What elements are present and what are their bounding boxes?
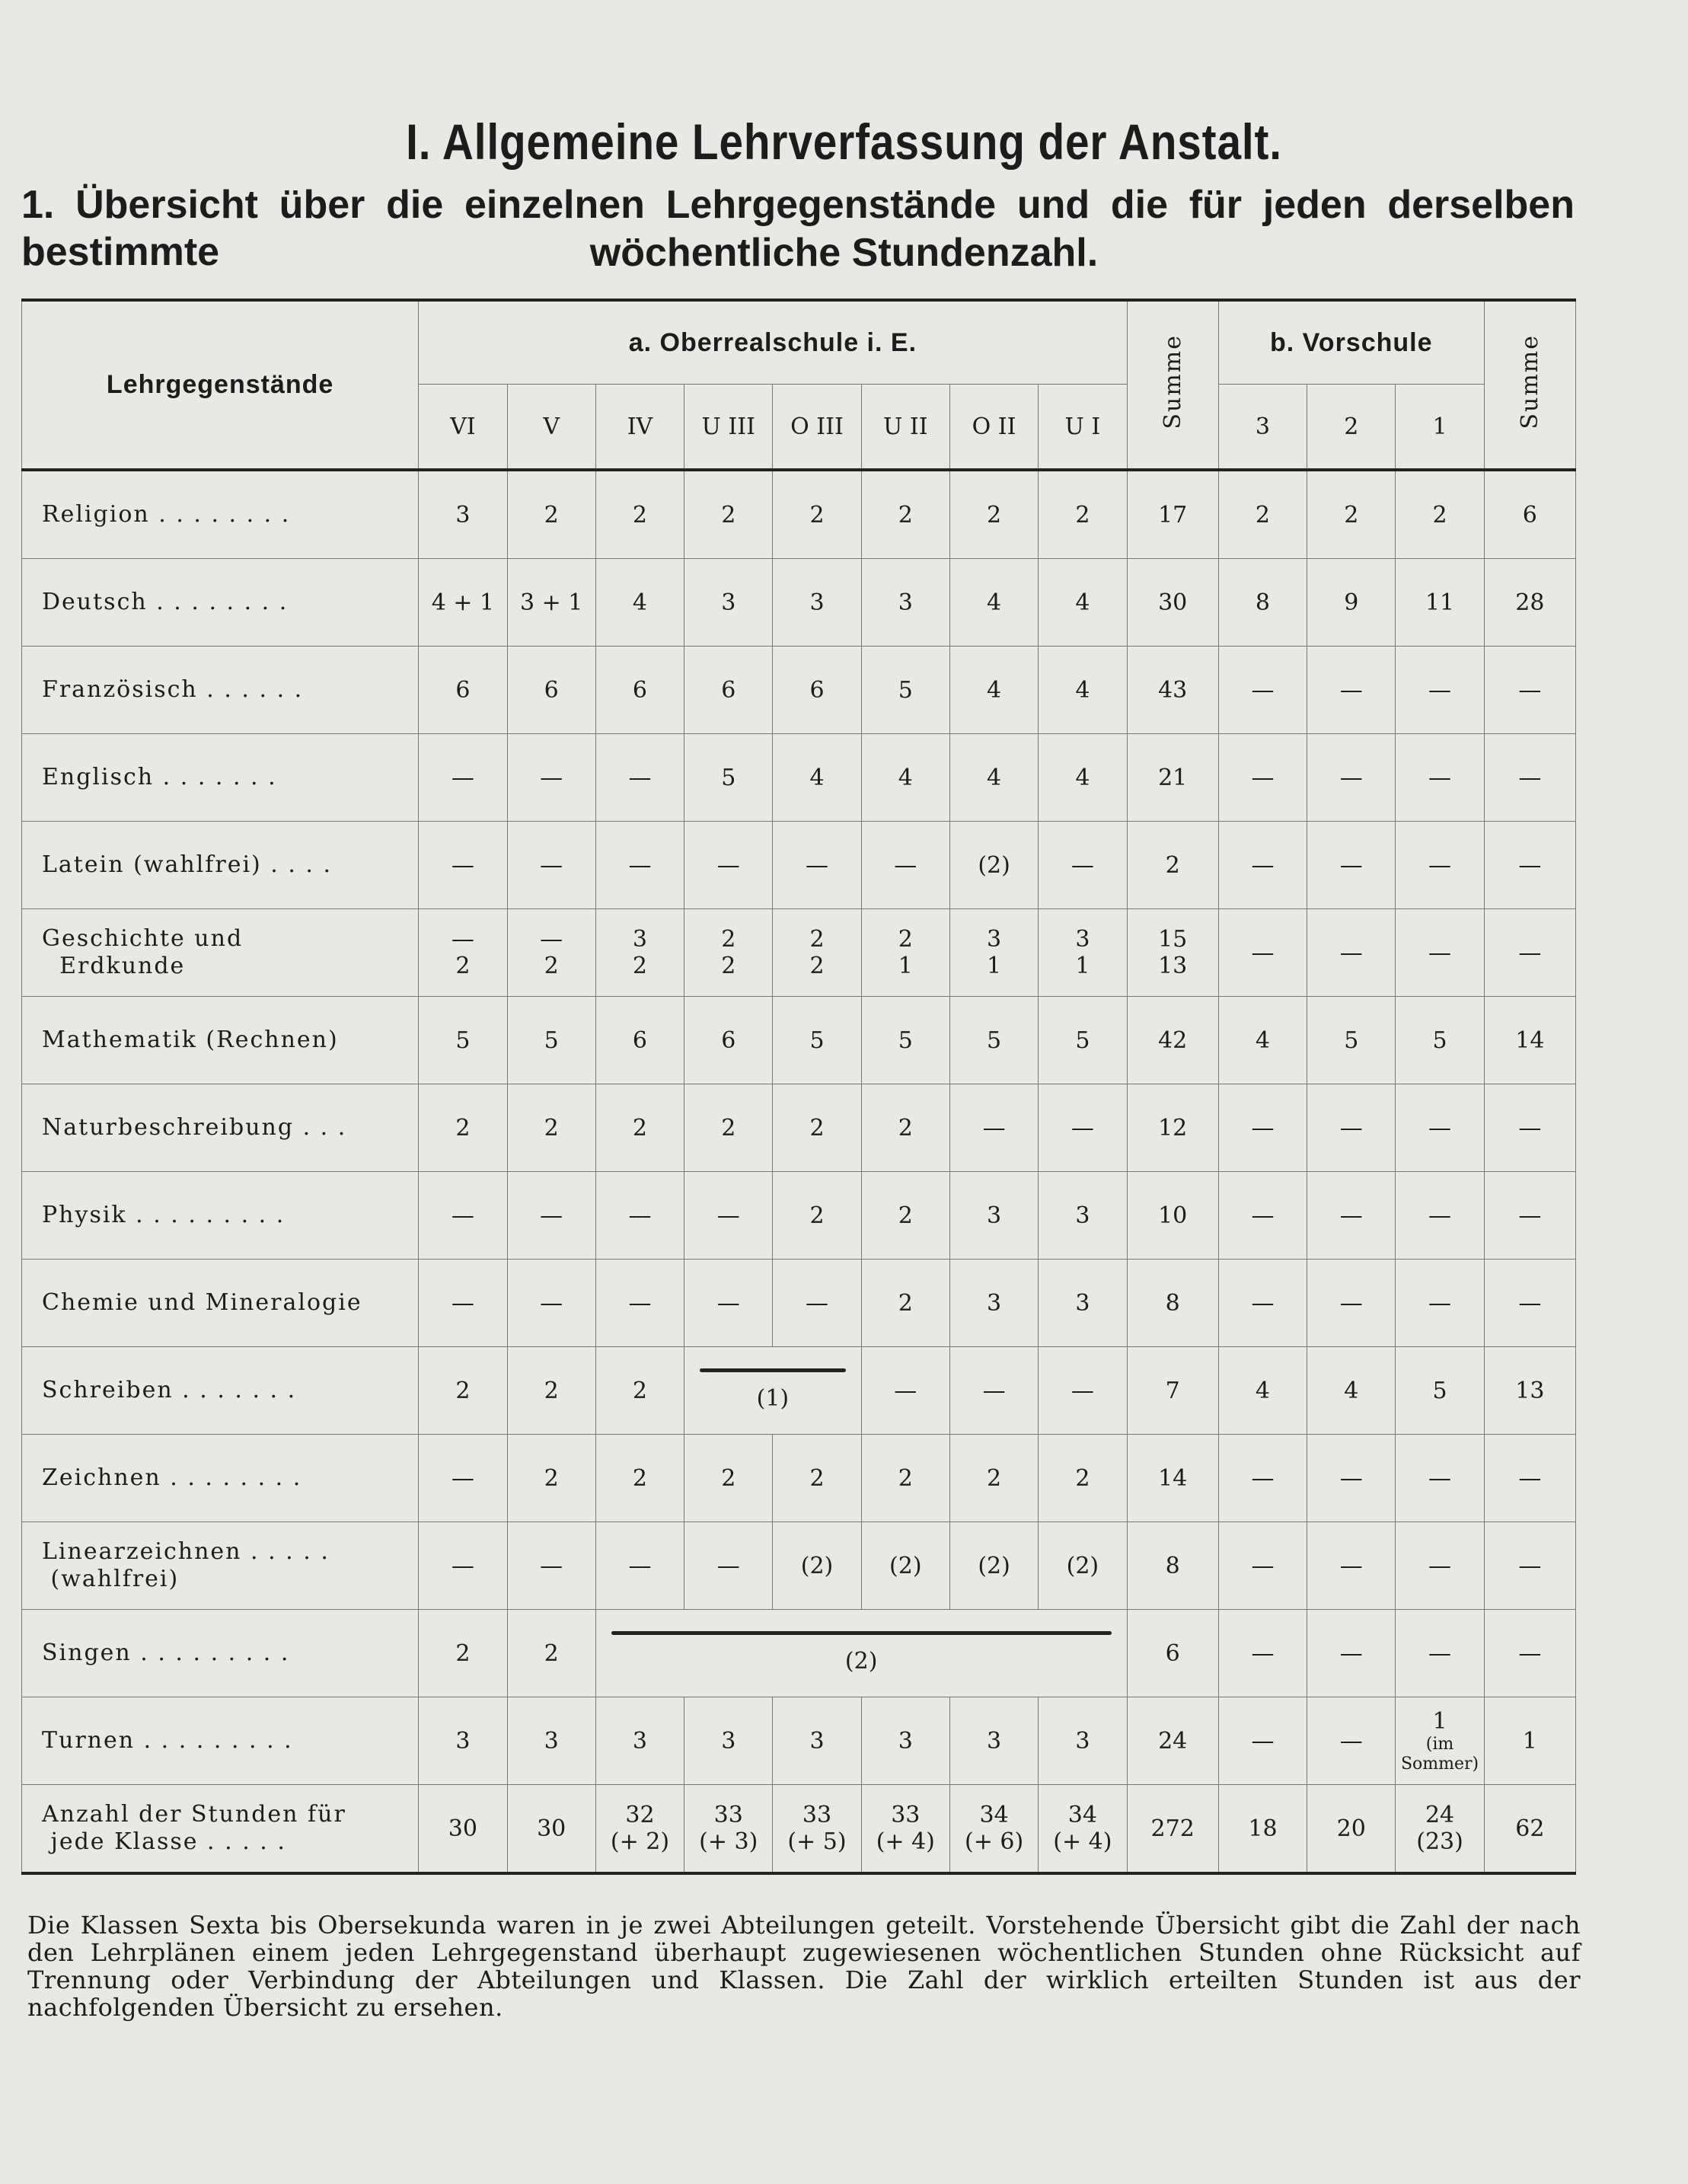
cell: 2 [861,1435,949,1522]
vorschule-cell: — [1307,822,1396,909]
cell: — [773,822,861,909]
vorschule-cell: 4 [1218,1347,1307,1435]
vorschule-cell: — [1307,1697,1396,1785]
cell: — [419,1435,507,1522]
bracket-cell: (1) [684,1347,862,1435]
total-cell: 33 (+ 4) [861,1785,949,1874]
vorschule-cell: — [1307,1522,1396,1610]
cell: (2) [773,1522,861,1610]
class-header: U II [861,385,949,471]
vorschule-cell: — [1218,1172,1307,1260]
cell: 2 [684,470,773,559]
cell: 3 [507,1697,595,1785]
cell: 3 [773,559,861,647]
sum-cell: 21 [1127,734,1218,822]
cell: 2 [684,1084,773,1172]
cell: 2 [595,470,684,559]
cell: — [684,822,773,909]
cell: 2 [949,470,1038,559]
sum-cell: 15 13 [1127,909,1218,997]
vorschule-total-cell: 18 [1218,1785,1307,1874]
cell: 3 [684,1697,773,1785]
cell: 2 [419,1084,507,1172]
cell: 6 [595,647,684,734]
vorschule-cell: — [1218,909,1307,997]
cell: — [684,1172,773,1260]
cell: 5 [949,997,1038,1084]
vorschule-sum-cell: 14 [1484,997,1575,1084]
vorschule-grand-total-cell: 62 [1484,1785,1575,1874]
cell: — [419,1260,507,1347]
vorschule-cell: 8 [1218,559,1307,647]
cell: 4 [949,647,1038,734]
vorschule-sum-cell: — [1484,734,1575,822]
subject-name: Zeichnen . . . . . . . . [22,1435,419,1522]
vorschule-total-cell: 24 (23) [1396,1785,1484,1874]
cell: 2 [773,1435,861,1522]
cell: 3 [949,1172,1038,1260]
section-subtitle-cont: wöchentliche Stundenzahl. [589,231,1099,275]
vorschule-cell: — [1218,734,1307,822]
sum-cell: 10 [1127,1172,1218,1260]
vorschule-cell: — [1396,647,1484,734]
cell: 2 [507,470,595,559]
table-row [22,1785,1576,1874]
sum-cell: 43 [1127,647,1218,734]
subject-name: Englisch . . . . . . . [22,734,419,822]
cell: 5 [861,997,949,1084]
cell: — [507,1260,595,1347]
class-header: U I [1039,385,1127,471]
vorschule-sum-cell: 6 [1484,470,1575,559]
vorschule-sum-cell: — [1484,1172,1575,1260]
vorschule-cell: — [1218,1522,1307,1610]
cell: 2 [507,1347,595,1435]
header-summe-b: Summe [1484,300,1575,470]
class-header: VI [419,385,507,471]
subject-name: Turnen . . . . . . . . . [22,1697,419,1785]
cell: — [949,1347,1038,1435]
section-subtitle: 1. Übersicht über die einzelnen Lehrgegenstände und die für jeden derselben bestimmte [21,183,1575,274]
vorschule-cell: — [1307,909,1396,997]
table-row [22,1435,1576,1522]
cell: 3 + 1 [507,559,595,647]
class-header: IV [595,385,684,471]
cell: — [684,1260,773,1347]
vorschule-cell: — [1396,1172,1484,1260]
cell: 5 [419,997,507,1084]
subject-name: Naturbeschreibung . . . [22,1084,419,1172]
sum-cell: 2 [1127,822,1218,909]
cell: — [595,1522,684,1610]
cell: 6 [773,647,861,734]
cell: (2) [949,822,1038,909]
total-cell: 34 (+ 6) [949,1785,1038,1874]
cell: — [419,1172,507,1260]
total-cell: 33 (+ 5) [773,1785,861,1874]
table-row [22,470,1576,559]
cell: 2 [595,1347,684,1435]
vorschule-cell: — [1396,1435,1484,1522]
cell: 2 [861,1260,949,1347]
sum-cell: 8 [1127,1260,1218,1347]
table-row [22,909,1576,997]
sum-cell: 12 [1127,1084,1218,1172]
cell: 4 [595,559,684,647]
table-row [22,647,1576,734]
vorschule-cell: — [1218,647,1307,734]
total-cell: 30 [507,1785,595,1874]
cell: 2 [507,1610,595,1697]
cell: 2 [773,1084,861,1172]
cell: (2) [861,1522,949,1610]
vorschule-cell: 2 [1218,470,1307,559]
table-row [22,1347,1576,1435]
sum-cell: 8 [1127,1522,1218,1610]
vorschule-cell: 4 [1218,997,1307,1084]
cell: 6 [595,997,684,1084]
cell: 4 [773,734,861,822]
sum-cell: 7 [1127,1347,1218,1435]
page-title: I. Allgemeine Lehrverfassung der Anstalt. [406,113,1282,170]
vorschule-cell: — [1218,1084,1307,1172]
bracket-line [611,1631,1112,1635]
cell: 2 [949,1435,1038,1522]
sum-cell: 42 [1127,997,1218,1084]
cell: 3 2 [595,909,684,997]
vorschule-cell: — [1218,1260,1307,1347]
subject-name: Physik . . . . . . . . . [22,1172,419,1260]
vorschule-cell: — [1396,909,1484,997]
vorschule-cell: 2 [1396,470,1484,559]
cell: 3 [1039,1260,1127,1347]
cell: 3 [1039,1172,1127,1260]
bracket-line [700,1368,846,1372]
table-row [22,1260,1576,1347]
vorschule-cell: — [1307,1260,1396,1347]
cell: 3 [419,470,507,559]
vorschule-cell: 9 [1307,559,1396,647]
vorschule-cell: — [1307,1610,1396,1697]
cell: (2) [1039,1522,1127,1610]
subject-name: Linearzeichnen . . . . . (wahlfrei) [22,1522,419,1610]
cell: 2 [595,1084,684,1172]
vorschule-cell: 1 (im Sommer) [1396,1697,1484,1785]
total-cell: 33 (+ 3) [684,1785,773,1874]
subject-name: Anzahl der Stunden für jede Klasse . . . . . [22,1785,419,1874]
cell: 5 [1039,997,1127,1084]
class-header: O III [773,385,861,471]
cell: 6 [684,997,773,1084]
curriculum-table [21,299,1576,1875]
cell: — [773,1260,861,1347]
header-group-b: b. Vorschule [1218,300,1484,385]
cell: 2 [1039,1435,1127,1522]
cell: 2 [507,1435,595,1522]
vorschule-cell: — [1396,1260,1484,1347]
cell: 4 [1039,647,1127,734]
vorschule-cell: — [1396,1610,1484,1697]
total-cell: 32 (+ 2) [595,1785,684,1874]
vorschule-cell: — [1218,1435,1307,1522]
cell: — [419,734,507,822]
cell: — [595,822,684,909]
vorschule-cell: 11 [1396,559,1484,647]
cell: 2 [1039,470,1127,559]
sum-cell: 24 [1127,1697,1218,1785]
table-row [22,1522,1576,1610]
cell: 3 [861,1697,949,1785]
vorschule-cell: 5 [1396,997,1484,1084]
cell: — 2 [507,909,595,997]
vorschule-cell: — [1307,1172,1396,1260]
cell: — [507,1172,595,1260]
cell: — [507,822,595,909]
class-header: O II [949,385,1038,471]
cell: 2 [419,1610,507,1697]
cell: 5 [684,734,773,822]
cell: 4 [861,734,949,822]
cell: 5 [507,997,595,1084]
cell: 3 [773,1697,861,1785]
cell: — [1039,1347,1127,1435]
header-group-a: a. Oberrealschule i. E. [419,300,1127,385]
cell: 4 [949,734,1038,822]
cell: 2 [684,1435,773,1522]
cell: 6 [684,647,773,734]
cell: 2 [773,1172,861,1260]
subject-name: Religion . . . . . . . . [22,470,419,559]
cell: — [1039,1084,1127,1172]
sum-cell: 14 [1127,1435,1218,1522]
subject-name: Singen . . . . . . . . . [22,1610,419,1697]
cell: 2 [861,1084,949,1172]
table-row [22,822,1576,909]
cell: 4 + 1 [419,559,507,647]
cell: 2 [419,1347,507,1435]
table-row [22,1697,1576,1785]
cell: 2 [773,470,861,559]
subject-name: Schreiben . . . . . . . [22,1347,419,1435]
cell: — [684,1522,773,1610]
cell: 2 [595,1435,684,1522]
footnote: Die Klassen Sexta bis Obersekunda waren in je zwei Abteilungen geteilt. Vorstehende Übersicht gibt die Zahl der nach den Lehrplänen einem jeden Lehrgegenstand überhaupt zugewiesenen wöchentlichen Stunden ohne Rücksicht auf Trennung oder Verbindung der Abteilungen und Klassen. Die Zahl der wirklich erteilten Stunden ist aus der nachfolgenden Übersicht zu ersehen. [27,1911,1581,2022]
cell: 2 2 [773,909,861,997]
vorschule-sum-cell: 1 [1484,1697,1575,1785]
cell: — [507,1522,595,1610]
bracket-cell: (2) [595,1610,1127,1697]
subject-name: Mathematik (Rechnen) [22,997,419,1084]
sum-cell: 6 [1127,1610,1218,1697]
grand-total-cell: 272 [1127,1785,1218,1874]
vorschule-sum-cell: — [1484,1610,1575,1697]
cell: 6 [507,647,595,734]
table-row [22,1172,1576,1260]
subject-name: Deutsch . . . . . . . . [22,559,419,647]
cell: — [949,1084,1038,1172]
header-summe-a: Summe [1127,300,1218,470]
cell: 2 [507,1084,595,1172]
vorschule-cell: — [1218,822,1307,909]
vorschule-sum-cell: — [1484,1260,1575,1347]
cell: — [507,734,595,822]
table-row [22,559,1576,647]
class-header: U III [684,385,773,471]
cell: 3 1 [1039,909,1127,997]
cell: 2 2 [684,909,773,997]
cell: — [595,1260,684,1347]
vorschule-sum-cell: 13 [1484,1347,1575,1435]
cell: 4 [1039,734,1127,822]
cell: 5 [773,997,861,1084]
total-cell: 30 [419,1785,507,1874]
cell: — [419,1522,507,1610]
subject-name: Französisch . . . . . . [22,647,419,734]
vorschule-sum-cell: — [1484,909,1575,997]
table-row [22,734,1576,822]
table-row [22,1610,1576,1697]
sum-cell: 17 [1127,470,1218,559]
cell: (2) [949,1522,1038,1610]
subject-name: Latein (wahlfrei) . . . . [22,822,419,909]
vorschule-cell: 5 [1396,1347,1484,1435]
cell: 3 [861,559,949,647]
vorschule-class-header: 3 [1218,385,1307,471]
vorschule-cell: — [1307,734,1396,822]
cell: 2 [861,1172,949,1260]
cell: 2 [861,470,949,559]
cell: — [1039,822,1127,909]
vorschule-sum-cell: — [1484,647,1575,734]
cell: 3 [684,559,773,647]
cell: — 2 [419,909,507,997]
cell: — [595,734,684,822]
cell: 3 [949,1697,1038,1785]
vorschule-sum-cell: — [1484,1522,1575,1610]
cell: — [861,1347,949,1435]
vorschule-cell: — [1307,1084,1396,1172]
cell: 5 [861,647,949,734]
subject-name: Geschichte und Erdkunde [22,909,419,997]
vorschule-cell: — [1307,647,1396,734]
vorschule-cell: 4 [1307,1347,1396,1435]
sum-cell: 30 [1127,559,1218,647]
cell: 6 [419,647,507,734]
vorschule-sum-cell: — [1484,1084,1575,1172]
cell: 3 [595,1697,684,1785]
cell: — [861,822,949,909]
vorschule-cell: — [1396,822,1484,909]
cell: 3 [419,1697,507,1785]
header-subjects: Lehrgegenstände [22,300,419,470]
cell: 3 1 [949,909,1038,997]
class-header: V [507,385,595,471]
vorschule-cell: — [1396,734,1484,822]
vorschule-cell: — [1218,1697,1307,1785]
vorschule-cell: — [1218,1610,1307,1697]
cell: 2 1 [861,909,949,997]
vorschule-cell: — [1396,1522,1484,1610]
cell: 3 [1039,1697,1127,1785]
vorschule-cell: 2 [1307,470,1396,559]
cell: 3 [949,1260,1038,1347]
vorschule-class-header: 1 [1396,385,1484,471]
table-row [22,1084,1576,1172]
vorschule-class-header: 2 [1307,385,1396,471]
subject-name: Chemie und Mineralogie [22,1260,419,1347]
cell: — [419,822,507,909]
cell: 4 [1039,559,1127,647]
vorschule-sum-cell: — [1484,1435,1575,1522]
vorschule-total-cell: 20 [1307,1785,1396,1874]
vorschule-sum-cell: 28 [1484,559,1575,647]
total-cell: 34 (+ 4) [1039,1785,1127,1874]
table-row [22,997,1576,1084]
vorschule-cell: — [1396,1084,1484,1172]
cell: — [595,1172,684,1260]
cell: 4 [949,559,1038,647]
vorschule-cell: — [1307,1435,1396,1522]
vorschule-cell: 5 [1307,997,1396,1084]
vorschule-sum-cell: — [1484,822,1575,909]
